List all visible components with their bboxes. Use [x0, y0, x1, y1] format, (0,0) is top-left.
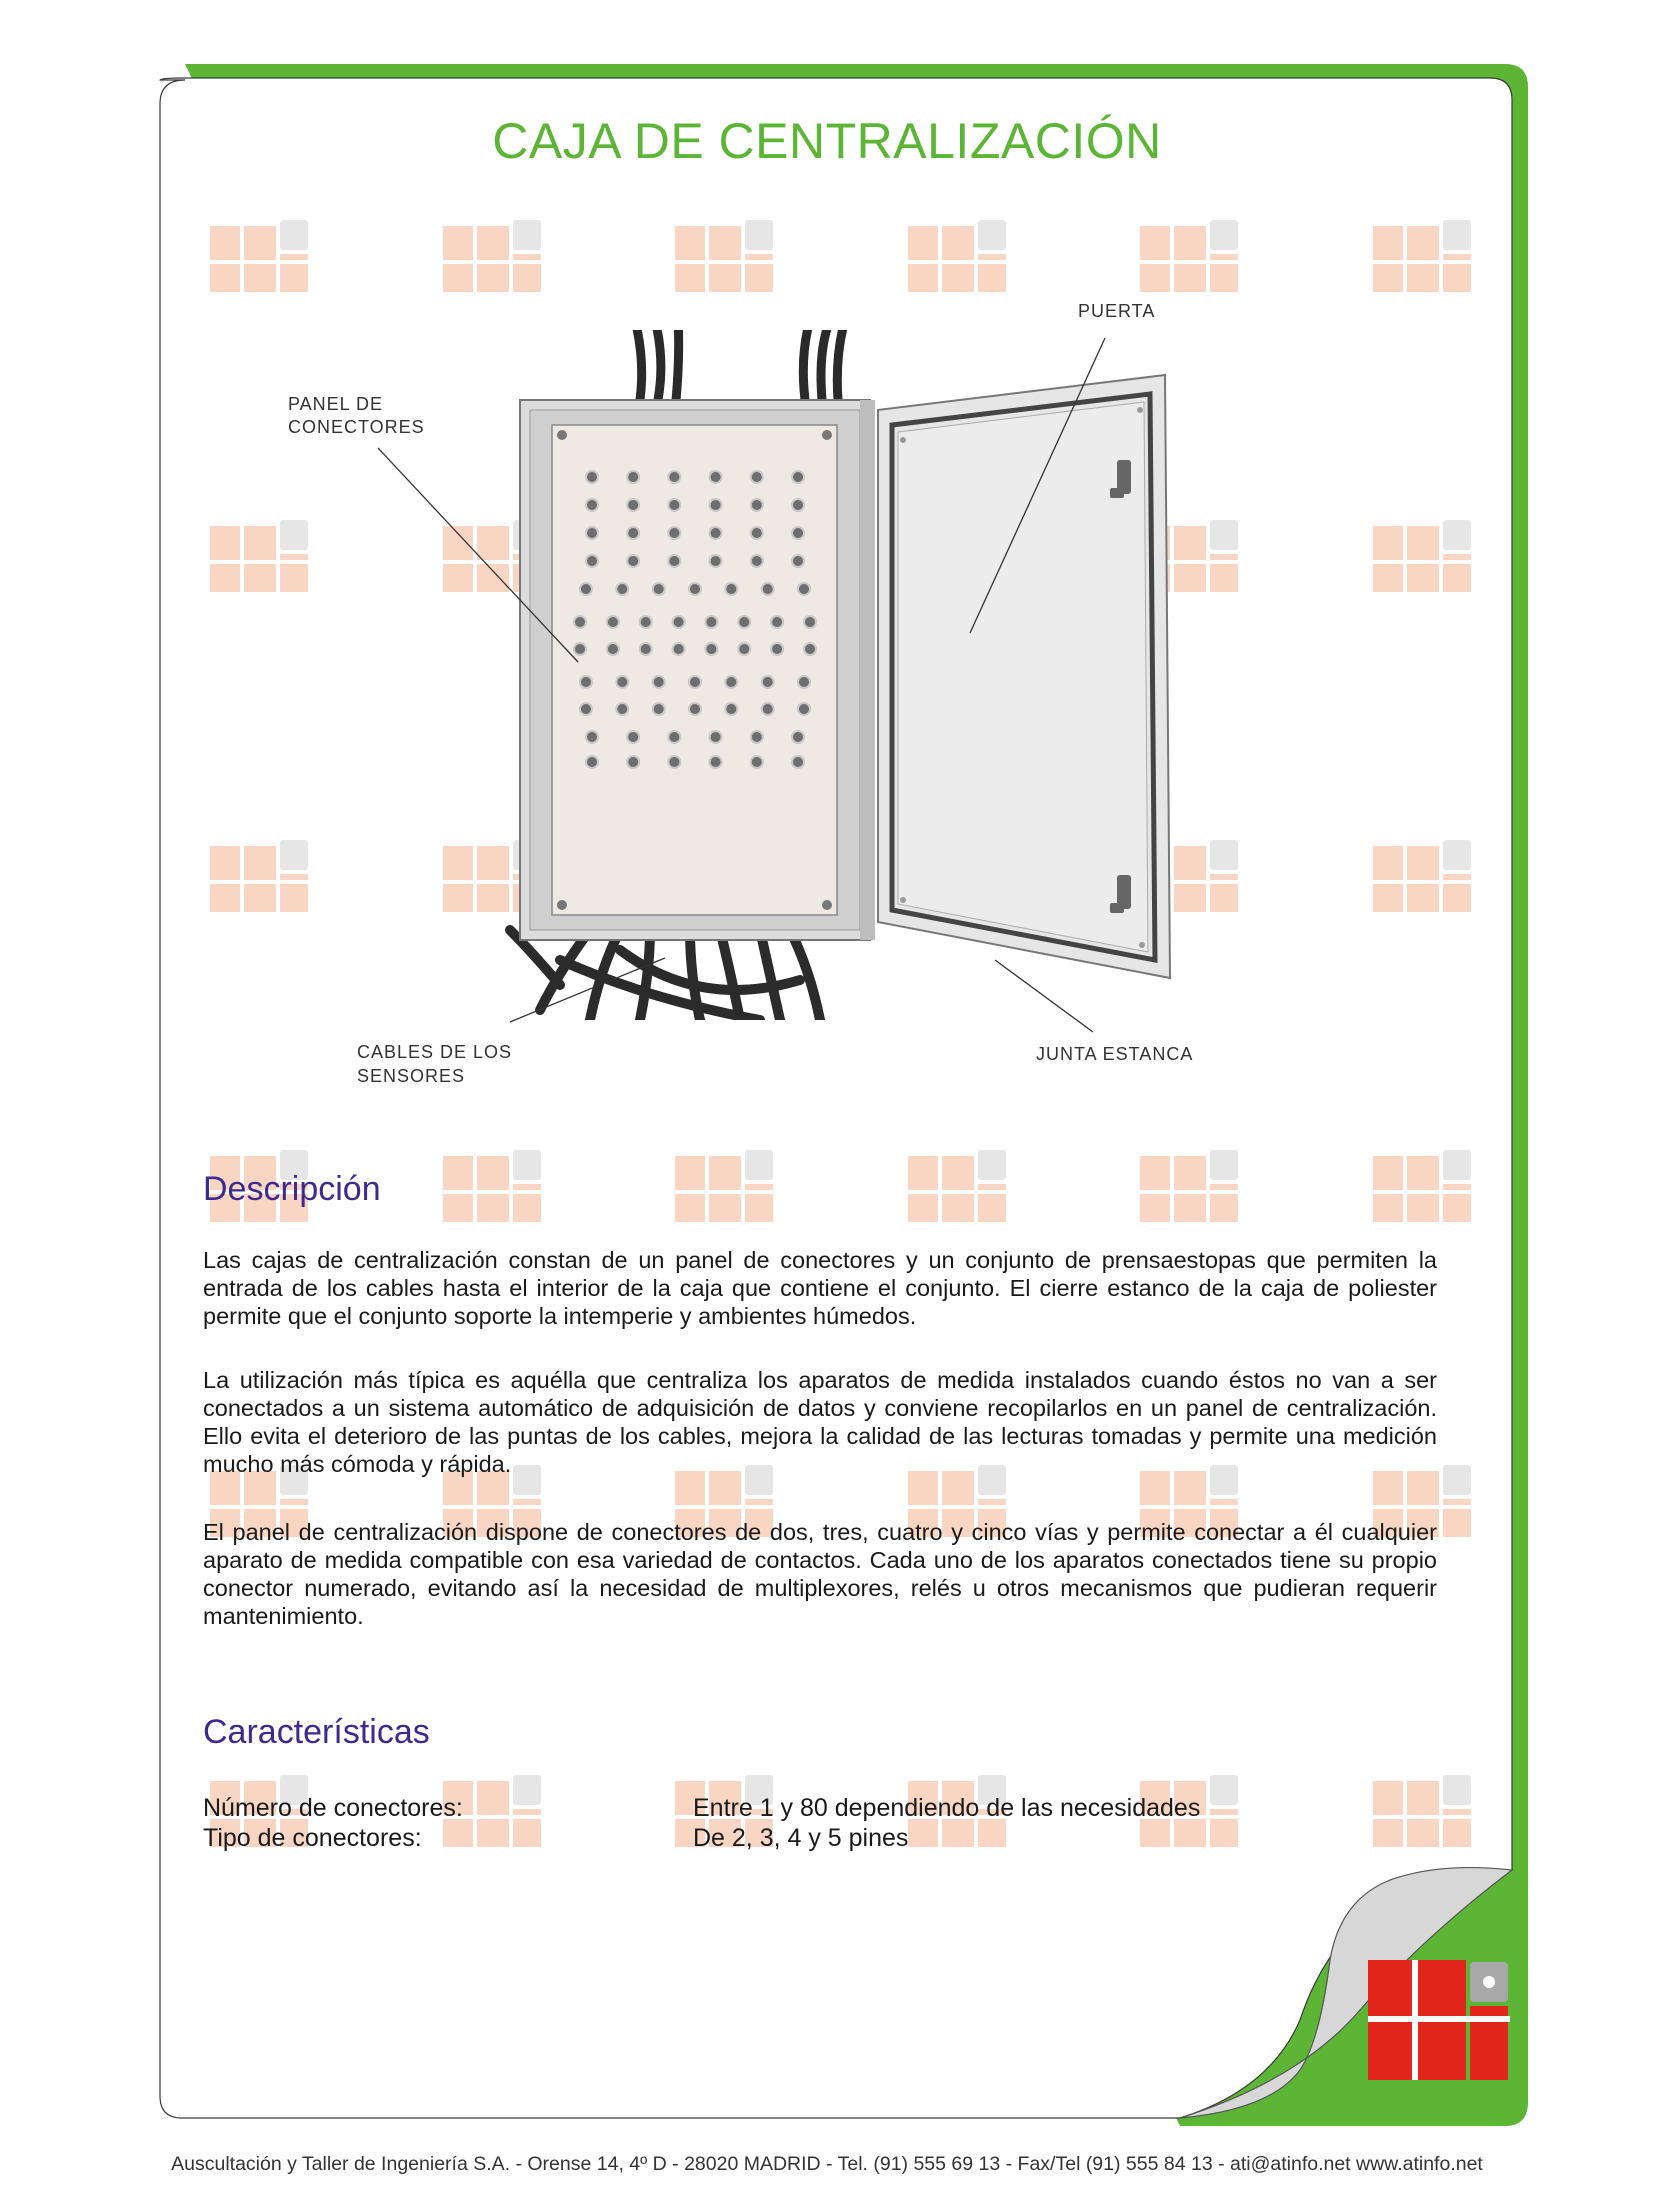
- callout-junta: JUNTA ESTANCA: [1036, 1044, 1194, 1064]
- cables-bottom: [510, 930, 820, 1020]
- watermark-logo-icon: [1373, 1150, 1471, 1222]
- watermark-logo-icon: [1373, 520, 1471, 592]
- connector-socket: [792, 756, 804, 768]
- section-heading-descripcion: Descripción: [203, 1170, 381, 1208]
- watermark-logo-icon: [210, 840, 308, 912]
- watermark-logo-icon: [210, 520, 308, 592]
- callout-panel-line2: CONECTORES: [288, 417, 425, 437]
- connector-socket: [640, 643, 652, 655]
- connector-socket: [668, 471, 680, 483]
- connector-socket: [725, 583, 737, 595]
- connector-socket: [607, 616, 619, 628]
- connector-socket: [792, 499, 804, 511]
- connector-socket: [710, 527, 722, 539]
- watermark-logo-icon: [908, 1150, 1006, 1222]
- connector-socket: [607, 643, 619, 655]
- watermark-logo-icon: [210, 220, 308, 292]
- section-heading-caracteristicas: Características: [203, 1713, 430, 1751]
- connector-socket: [689, 676, 701, 688]
- connector-socket: [710, 555, 722, 567]
- connector-socket: [792, 731, 804, 743]
- company-logo-icon: [1368, 1960, 1510, 2080]
- connector-socket: [751, 555, 763, 567]
- watermark-logo-icon: [675, 220, 773, 292]
- watermark-logo-icon: [443, 1150, 541, 1222]
- callout-puerta: PUERTA: [1078, 301, 1156, 321]
- connector-socket: [771, 616, 783, 628]
- connector-socket: [668, 756, 680, 768]
- connector-socket: [586, 555, 598, 567]
- paragraph: El panel de centralización dispone de conectores de dos, tres, cuatro y cinco vías y permite conectar a él cualquier aparato de medida compatible con esa variedad de contactos. Cada uno de los aparatos conectados tiene su propio conector numerado, evitando así la necesidad de multiplexores, relés u otros mecanismos que pudieran requerir mantenimiento.: [203, 1519, 1437, 1629]
- connector-socket: [798, 703, 810, 715]
- connector-socket: [738, 643, 750, 655]
- connector-socket: [762, 703, 774, 715]
- connector-socket: [673, 643, 685, 655]
- watermark-logo-icon: [908, 220, 1006, 292]
- connector-socket: [710, 471, 722, 483]
- connector-socket: [586, 499, 598, 511]
- connector-socket: [627, 731, 639, 743]
- connector-socket: [725, 703, 737, 715]
- connector-socket: [668, 731, 680, 743]
- page-title: CAJA DE CENTRALIZACIÓN: [492, 113, 1162, 169]
- callout-panel-line1: PANEL DE: [288, 394, 384, 414]
- connector-socket: [580, 676, 592, 688]
- connector-socket: [640, 616, 652, 628]
- callout-cables-line2: SENSORES: [357, 1066, 466, 1086]
- connector-socket: [751, 731, 763, 743]
- connector-socket: [580, 703, 592, 715]
- connector-socket: [751, 471, 763, 483]
- spec-value: Entre 1 y 80 dependiendo de las necesidades: [693, 1794, 1201, 1822]
- connector-socket: [586, 471, 598, 483]
- connector-socket: [616, 676, 628, 688]
- connector-socket: [792, 471, 804, 483]
- connector-socket: [653, 583, 665, 595]
- connector-socket: [751, 527, 763, 539]
- watermark-logo-icon: [1140, 220, 1238, 292]
- connector-socket: [710, 499, 722, 511]
- spec-value: De 2, 3, 4 y 5 pines: [693, 1824, 909, 1852]
- connector-socket: [804, 616, 816, 628]
- connector-socket: [710, 731, 722, 743]
- connector-socket: [668, 499, 680, 511]
- connector-socket: [653, 703, 665, 715]
- connector-socket: [668, 555, 680, 567]
- connector-socket: [710, 756, 722, 768]
- paragraph: Las cajas de centralización constan de un panel de conectores y un conjunto de prensaestopas que permiten la entrada de los cables hasta el interior de la caja que contiene el conjunto. El cierre estanco de la caja de poliester permite que el conjunto soporte la intemperie y ambientes húmedos.: [203, 1247, 1437, 1329]
- connector-socket: [627, 499, 639, 511]
- connector-socket: [574, 643, 586, 655]
- connector-socket: [792, 527, 804, 539]
- paragraph: La utilización más típica es aquélla que centraliza los aparatos de medida instalados cuando éstos no van a ser conectados a un sistema automático de adquisición de datos y conviene recopilarlos en un panel de centralización. Ello evita el deterioro de las puntas de los cables, mejora la calidad de las lecturas tomadas y permite una medición mucho más cómoda y rápida.: [203, 1367, 1437, 1477]
- connector-socket: [751, 499, 763, 511]
- connector-socket: [762, 676, 774, 688]
- connector-socket: [653, 676, 665, 688]
- connector-socket: [762, 583, 774, 595]
- spec-label: Tipo de conectores:: [203, 1824, 422, 1852]
- connector-socket: [586, 527, 598, 539]
- connector-socket: [627, 527, 639, 539]
- connector-socket: [616, 703, 628, 715]
- watermark-logo-icon: [443, 220, 541, 292]
- watermark-logo-icon: [1373, 1775, 1471, 1847]
- connector-socket: [751, 756, 763, 768]
- spec-label: Número de conectores:: [203, 1794, 463, 1822]
- callout-cables-line1: CABLES DE LOS: [357, 1042, 513, 1062]
- connector-socket: [705, 643, 717, 655]
- connector-socket: [798, 583, 810, 595]
- connector-socket: [673, 616, 685, 628]
- connector-socket: [627, 756, 639, 768]
- connector-socket: [627, 555, 639, 567]
- connector-socket: [725, 676, 737, 688]
- watermark-logo-icon: [1373, 840, 1471, 912]
- watermark-logo-icon: [1373, 220, 1471, 292]
- connector-socket: [668, 527, 680, 539]
- connector-socket: [689, 703, 701, 715]
- connector-socket: [804, 643, 816, 655]
- watermark-logo-icon: [675, 1150, 773, 1222]
- footer-contact: Auscultación y Taller de Ingeniería S.A. - Orense 14, 4º D - 28020 MADRID - Tel. (91) 555 69 13 - Fax/Tel (91) 555 84 13 - ati@atinfo.net www.atinfo.net: [171, 2153, 1483, 2175]
- connector-panel: [552, 425, 837, 915]
- connector-socket: [616, 583, 628, 595]
- connector-socket: [771, 643, 783, 655]
- connector-socket: [580, 583, 592, 595]
- connector-socket: [792, 555, 804, 567]
- connector-socket: [574, 616, 586, 628]
- watermark-logo-icon: [1140, 1150, 1238, 1222]
- connector-socket: [738, 616, 750, 628]
- connector-socket: [705, 616, 717, 628]
- connector-socket: [798, 676, 810, 688]
- connector-socket: [586, 756, 598, 768]
- cables-top: [635, 330, 845, 400]
- connector-socket: [627, 471, 639, 483]
- connector-socket: [586, 731, 598, 743]
- connector-socket: [689, 583, 701, 595]
- centralization-box-illustration: [500, 330, 1200, 1020]
